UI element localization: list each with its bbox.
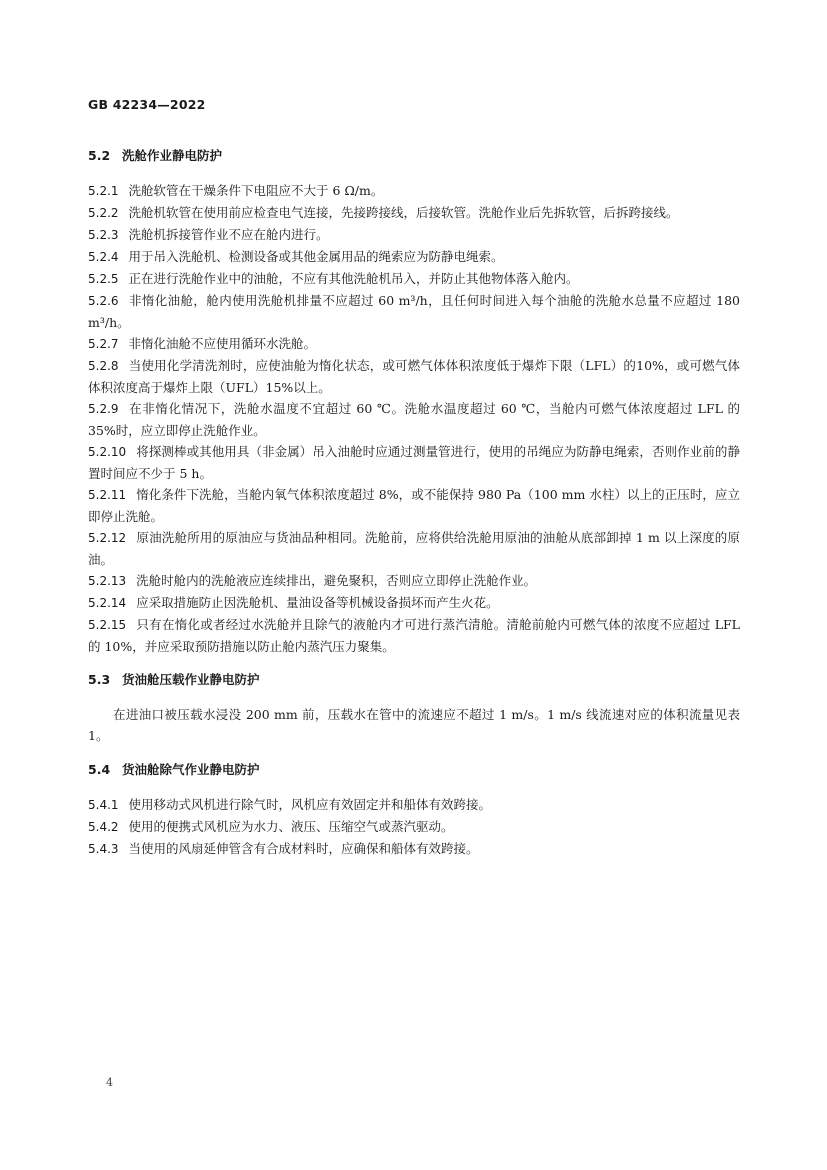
clause-text: 正在进行洗舱作业中的油舱，不应有其他洗舱机吊入，并防止其他物体落入舱内。	[128, 271, 579, 286]
section-title: 货油舱压载作业静电防护	[122, 672, 260, 687]
clause-text: 洗舱软管在干燥条件下电阻应不大于 6 Ω/m。	[128, 183, 384, 198]
clause-text: 洗舱机拆接管作业不应在舱内进行。	[128, 227, 329, 242]
clause-number: 5.2.6	[88, 294, 119, 308]
section-heading-5-4	[88, 760, 740, 780]
clause-number: 5.2.13	[88, 574, 127, 588]
clause-text: 使用移动式风机进行除气时，风机应有效固定并和船体有效跨接。	[128, 797, 492, 812]
clause-item	[88, 570, 740, 592]
clause-text: 非惰化油舱，舱内使用洗舱机排量不应超过 60 m³/h，且任何时间进入每个油舱的洗舱水总量不应超过 180 m³/h。	[88, 293, 740, 330]
clause-item	[88, 224, 740, 246]
clause-text: 应采取措施防止因洗舱机、量油设备等机械设备损坏而产生火花。	[136, 595, 499, 610]
section-heading-5-3	[88, 670, 740, 690]
section-title: 货油舱除气作业静电防护	[122, 762, 260, 777]
clause-text: 当使用化学清洗剂时，应使油舱为惰化状态，或可燃气体体积浓度低于爆炸下限（LFL）的10%，或可燃气体体积浓度高于爆炸上限（UFL）15%以上。	[88, 358, 740, 395]
clause-text: 非惰化油舱不应使用循环水洗舱。	[128, 336, 317, 351]
clause-item	[88, 838, 740, 860]
clause-text: 洗舱机软管在使用前应检查电气连接，先接跨接线，后接软管。洗舱作业后先拆软管，后拆跨接线。	[128, 205, 679, 220]
clause-item	[88, 816, 740, 838]
section-number: 5.3	[88, 672, 111, 687]
clause-number: 5.2.3	[88, 228, 119, 242]
clause-text: 在非惰化情况下，洗舱水温度不宜超过 60 ℃。洗舱水温度超过 60 ℃，当舱内可燃气体浓度超过 LFL 的 35%时，应立即停止洗舱作业。	[88, 401, 740, 438]
clause-number: 5.4.2	[88, 820, 119, 834]
section-number: 5.4	[88, 762, 111, 777]
clause-item	[88, 290, 740, 333]
clause-number: 5.2.4	[88, 250, 119, 264]
clause-item	[88, 794, 740, 816]
clause-item	[88, 614, 740, 657]
clause-item	[88, 592, 740, 614]
clause-item	[88, 355, 740, 398]
clause-text: 惰化条件下洗舱，当舱内氧气体积浓度超过 8%，或不能保持 980 Pa（100 mm 水柱）以上的正压时，应立即停止洗舱。	[88, 487, 740, 524]
clause-number: 5.4.1	[88, 798, 119, 812]
section-number: 5.2	[88, 148, 111, 163]
clause-text: 洗舱时舱内的洗舱液应连续排出，避免聚积，否则应立即停止洗舱作业。	[136, 573, 537, 588]
document-body	[88, 146, 740, 860]
clause-number: 5.2.15	[88, 618, 127, 632]
clause-number: 5.4.3	[88, 842, 119, 856]
clause-number: 5.2.8	[88, 359, 119, 373]
section-heading-5-2	[88, 146, 740, 166]
clause-number: 5.2.14	[88, 596, 127, 610]
standard-number: GB 42234—2022	[88, 97, 206, 112]
section-5-2-items	[88, 180, 740, 657]
section-5-3-paragraph: 在进油口被压载水浸没 200 mm 前，压载水在管中的流速应不超过 1 m/s。1 m/s 线流速对应的体积流量见表 1。	[88, 707, 740, 743]
clause-item	[88, 202, 740, 224]
clause-item	[88, 246, 740, 268]
page-number: 4	[106, 1076, 113, 1089]
clause-item	[88, 333, 740, 355]
clause-text: 用于吊入洗舱机、检测设备或其他金属用品的绳索应为防静电绳索。	[128, 249, 504, 264]
clause-text: 将探测棒或其他用具（非金属）吊入油舱时应通过测量管进行，使用的吊绳应为防静电绳索，否则作业前的静置时间应不少于 5 h。	[88, 444, 740, 481]
clause-number: 5.2.10	[88, 445, 127, 459]
clause-text: 只有在惰化或者经过水洗舱并且除气的液舱内才可进行蒸汽清舱。清舱前舱内可燃气体的浓度不应超过 LFL 的 10%，并应采取预防措施以防止舱内蒸汽压力聚集。	[88, 617, 740, 654]
clause-item	[88, 398, 740, 441]
clause-number: 5.2.9	[88, 402, 119, 416]
clause-number: 5.2.11	[88, 488, 127, 502]
clause-number: 5.2.5	[88, 272, 119, 286]
clause-number: 5.2.7	[88, 337, 119, 351]
section-title: 洗舱作业静电防护	[122, 148, 223, 163]
clause-number: 5.2.12	[88, 531, 127, 545]
clause-item	[88, 180, 740, 202]
clause-number: 5.2.2	[88, 206, 119, 220]
clause-item	[88, 527, 740, 570]
clause-item	[88, 268, 740, 290]
clause-item	[88, 484, 740, 527]
clause-text: 当使用的风扇延伸管含有合成材料时，应确保和船体有效跨接。	[128, 841, 479, 856]
clause-text: 使用的便携式风机应为水力、液压、压缩空气或蒸汽驱动。	[128, 819, 454, 834]
clause-number: 5.2.1	[88, 184, 119, 198]
clause-item	[88, 441, 740, 484]
clause-text: 原油洗舱所用的原油应与货油品种相同。洗舱前，应将供给洗舱用原油的油舱从底部卸掉 1 m 以上深度的原油。	[88, 530, 740, 567]
section-5-4-items	[88, 794, 740, 860]
